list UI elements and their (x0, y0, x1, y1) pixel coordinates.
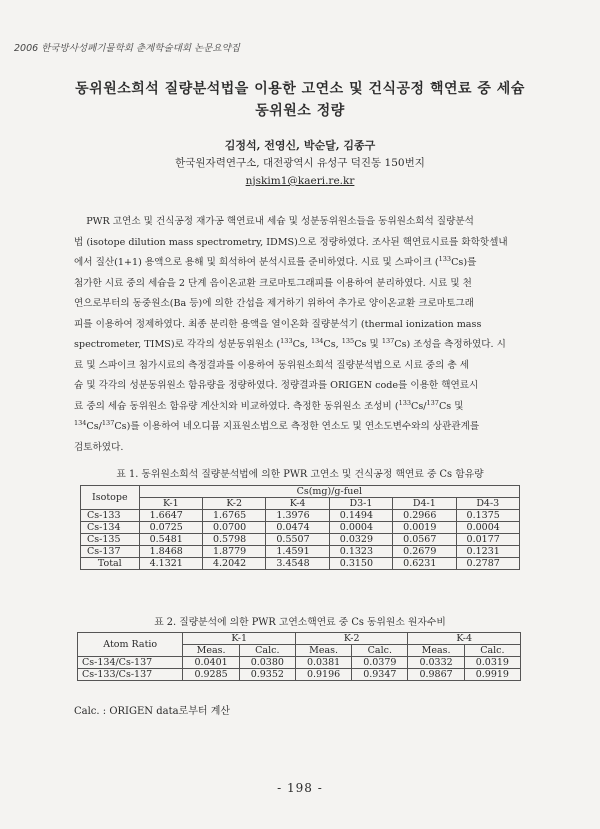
affiliation: 한국원자력연구소, 대전광역시 유성구 덕진동 150번지 (175, 157, 425, 169)
table-cell: 0.3150 (329, 558, 392, 570)
table-row (78, 657, 521, 669)
table-cell: 0.0379 (352, 657, 408, 669)
table-cell: 0.5507 (266, 534, 329, 546)
paper-title-line2: 동위원소 정량 (255, 103, 345, 119)
table-cell: 0.0725 (139, 522, 202, 534)
table-cell: 4.1321 (139, 558, 202, 570)
table-cell: 0.6231 (393, 558, 456, 570)
table-cell: 0.9196 (295, 669, 351, 681)
row-label: Cs-135 (81, 534, 140, 546)
ratio-header: Atom Ratio (78, 633, 183, 657)
paper-title-line1: 동위원소희석 질량분석법을 이용한 고연소 및 건식공정 핵연료 중 세슘 (75, 81, 525, 97)
isotope-header: Isotope (81, 486, 140, 510)
abstract-line: 연으로부터의 동중원소(Ba 등)에 의한 간섭을 제거하기 위하여 추가로 양이온교환 크로마토그래 (74, 298, 474, 309)
subcol-header: Calc. (352, 645, 408, 657)
table-cell: 0.2787 (456, 558, 519, 570)
table-cell: 0.0567 (393, 534, 456, 546)
row-label: Cs-133 (81, 510, 140, 522)
table-cell: 0.5798 (202, 534, 265, 546)
table-cell: 0.0019 (393, 522, 456, 534)
table-row (78, 669, 521, 681)
table-cell: 1.8779 (202, 546, 265, 558)
table-cell: 0.0319 (464, 657, 520, 669)
abstract-line: 료 및 스파이크 첨가시료의 측정결과를 이용하여 동위원소희석 질량분석법으로 시료 중의 총 세 (74, 359, 469, 371)
table-cell: 1.6765 (202, 510, 265, 522)
table-row (81, 546, 520, 558)
table-cell: 0.0380 (239, 657, 295, 669)
table-cell: 0.1231 (456, 546, 519, 558)
author-email (0, 175, 600, 187)
table-cell: 0.1375 (456, 510, 519, 522)
abstract-line: $^{134}$Cs/$^{137}$Cs)를 이용하여 네오디뮴 지표원소법으로 측정한 연소도 및 연소도변수와의 상관관계를 (74, 418, 480, 432)
column-header: K-1 (139, 498, 202, 510)
proceedings-header: 2006 한국방사성폐기물학회 춘계학술대회 논문요약집 (14, 43, 240, 54)
table-cell: 3.4548 (266, 558, 329, 570)
table-cell: 0.9919 (464, 669, 520, 681)
abstract (74, 212, 532, 458)
group-header: K-4 (408, 633, 521, 645)
row-label: Cs-134/Cs-137 (78, 657, 183, 669)
group-header: K-1 (183, 633, 296, 645)
table-row-total (81, 558, 520, 570)
subcol-header: Meas. (408, 645, 464, 657)
row-label: Cs-134 (81, 522, 140, 534)
author-list: 김정석, 전영신, 박순달, 김종구 (224, 139, 376, 152)
table-cell: 0.0332 (408, 657, 464, 669)
column-header: D4-1 (393, 498, 456, 510)
table-row (81, 534, 520, 546)
unit-header: Cs(mg)/g-fuel (139, 486, 519, 498)
abstract-line: 첨가한 시료 중의 세슘을 2 단계 음이온교환 크로마토그래피를 이용하여 분리하였다. 시료 및 천 (74, 277, 472, 289)
table-cell: 0.9347 (352, 669, 408, 681)
table-cell: 0.1494 (329, 510, 392, 522)
subcol-header: Meas. (183, 645, 239, 657)
column-header: K-2 (202, 498, 265, 510)
cs-content-table (80, 485, 520, 570)
table-cell: 1.4591 (266, 546, 329, 558)
table-row (81, 510, 520, 522)
table-cell: 1.8468 (139, 546, 202, 558)
table-cell: 0.5481 (139, 534, 202, 546)
abstract-line: 슘 및 각각의 성분동위원소 함유량을 정량하였다. 정량결과를 ORIGEN code를 이용한 핵연료시 (74, 380, 479, 391)
table-cell: 0.0700 (202, 522, 265, 534)
row-label: Cs-137 (81, 546, 140, 558)
table-cell: 0.0004 (329, 522, 392, 534)
email-link[interactable]: njskim1@kaeri.re.kr (245, 175, 355, 187)
table-cell: 0.0381 (295, 657, 351, 669)
table-cell: 0.9867 (408, 669, 464, 681)
table-cell: 0.9352 (239, 669, 295, 681)
table-cell: 0.2679 (393, 546, 456, 558)
table-cell: 0.9285 (183, 669, 239, 681)
abstract-line: spectrometer, TIMS)로 각각의 성분동위원소 ($^{133}$Cs, $^{134}$Cs, $^{135}$Cs 및 $^{137}$Cs) 조성을 측정하였다. 시 (74, 336, 506, 350)
table-cell: 0.2966 (393, 510, 456, 522)
abstract-line: PWR 고연소 및 건식공정 재가공 핵연료내 세슘 및 성분동위원소들을 동위원소희석 질량분석 (86, 216, 474, 227)
subcol-header: Meas. (295, 645, 351, 657)
table2-caption: 표 2. 질량분석에 의한 PWR 고연소핵연료 중 Cs 동위원소 원자수비 (154, 617, 446, 628)
table-cell: 4.2042 (202, 558, 265, 570)
table-cell: 0.0177 (456, 534, 519, 546)
group-header: K-2 (295, 633, 408, 645)
table-cell: 0.0329 (329, 534, 392, 546)
abstract-line: 피를 이용하여 정제하였다. 최종 분리한 용액을 열이온화 질량분석기 (thermal ionization mass (74, 318, 482, 330)
calc-footnote: Calc. : ORIGEN data로부터 계산 (74, 706, 231, 717)
subcol-header: Calc. (239, 645, 295, 657)
table-cell: 0.0474 (266, 522, 329, 534)
table-cell: 0.0004 (456, 522, 519, 534)
column-header: K-4 (266, 498, 329, 510)
abstract-line: 료 중의 세슘 동위원소 함유량 계산치와 비교하였다. 측정한 동위원소 조성비 ($^{133}$Cs/$^{137}$Cs 및 (74, 398, 464, 412)
row-label: Cs-133/Cs-137 (78, 669, 183, 681)
column-header: D4-3 (456, 498, 519, 510)
table-cell: 0.1323 (329, 546, 392, 558)
table-cell: 0.0401 (183, 657, 239, 669)
abstract-line: 검토하였다. (74, 441, 124, 453)
atom-ratio-table (77, 632, 521, 681)
abstract-line: 에서 질산(1+1) 용액으로 용해 및 희석하여 분석시료를 준비하였다. 시료 및 스파이크 ($^{133}$Cs)를 (74, 254, 477, 268)
column-header: D3-1 (329, 498, 392, 510)
row-label: Total (81, 558, 140, 570)
table-cell: 1.6647 (139, 510, 202, 522)
abstract-line: 법 (isotope dilution mass spectrometry, IDMS)으로 정량하였다. 조사된 핵연료시료를 화학핫셀내 (74, 236, 508, 248)
page-number: - 198 - (277, 781, 323, 795)
table-row (81, 522, 520, 534)
table-cell: 1.3976 (266, 510, 329, 522)
subcol-header: Calc. (464, 645, 520, 657)
table1-caption: 표 1. 동위원소희석 질량분석법에 의한 PWR 고연소 및 건식공정 핵연료 중 Cs 함유량 (116, 469, 484, 480)
